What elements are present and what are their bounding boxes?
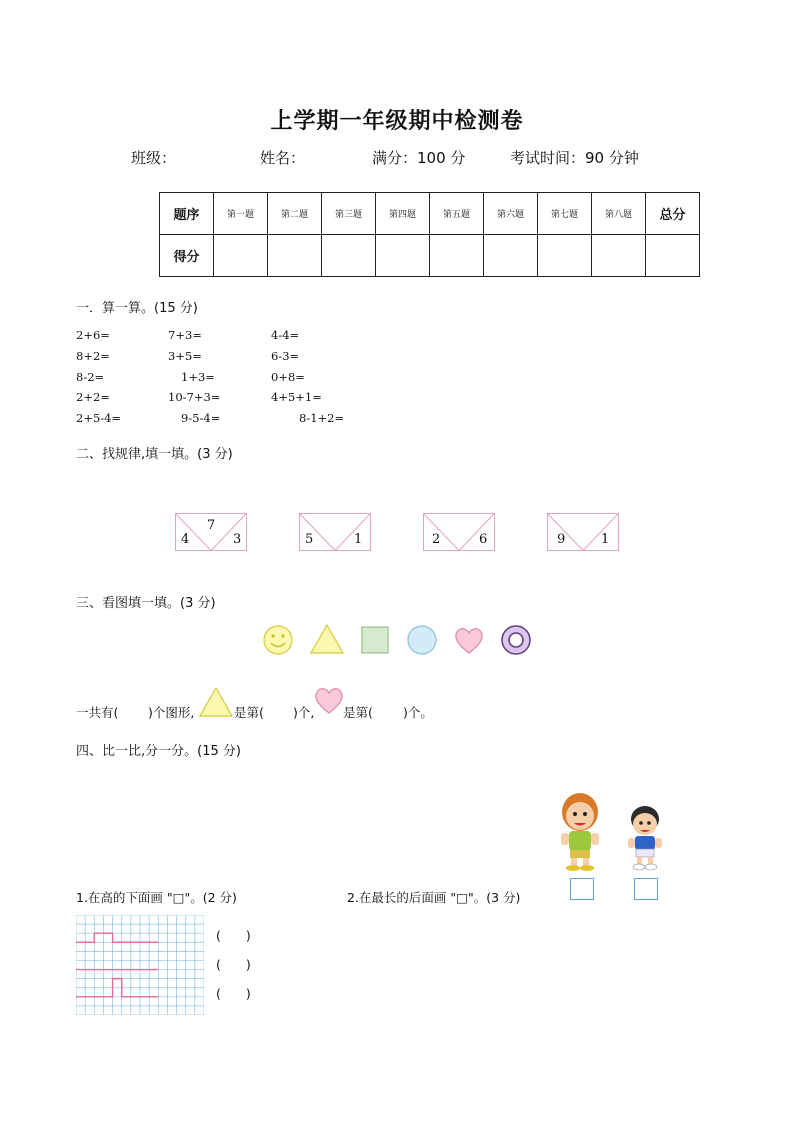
equation: 2+2=	[76, 390, 110, 404]
equation: 8-2=	[76, 370, 105, 384]
equation: 1+3=	[181, 370, 215, 384]
envelope-right-number: 1	[601, 532, 610, 547]
header-cell-q1: 第一题	[214, 193, 268, 235]
header-cell-q5: 第五题	[430, 193, 484, 235]
q3-text-part4: )个,	[293, 705, 315, 720]
envelope-2	[299, 513, 371, 555]
score-cell[interactable]	[538, 235, 592, 277]
q3-text-part1: 一共有(	[76, 705, 119, 720]
score-cell[interactable]	[376, 235, 430, 277]
equation: 10-7+3=	[168, 390, 221, 404]
header-cell-q6: 第六题	[484, 193, 538, 235]
envelope-left-number: 5	[305, 532, 314, 547]
header-cell-q2: 第二题	[268, 193, 322, 235]
header-cell-q7: 第七题	[538, 193, 592, 235]
envelope-1	[175, 513, 247, 555]
q4-1-text: 1.在高的下面画 "□"。(2 分)	[76, 890, 237, 905]
ring-icon	[500, 624, 532, 660]
score-cell[interactable]	[268, 235, 322, 277]
equation: 6-3=	[271, 349, 300, 363]
envelope-left-number: 4	[181, 532, 190, 547]
envelope-4	[547, 513, 619, 555]
envelope-right-number: 6	[479, 532, 488, 547]
heart-icon	[313, 684, 345, 720]
q3-text-part5: 是第(	[343, 705, 373, 720]
score-cell[interactable]	[646, 235, 700, 277]
boy-short-illustration	[623, 803, 667, 877]
equation: 9-5-4=	[181, 411, 221, 425]
score-row-label: 得分	[160, 235, 214, 277]
envelope-left-number: 2	[432, 532, 441, 547]
heart-icon	[453, 624, 485, 660]
equation: 2+5-4=	[76, 411, 122, 425]
section3-heading: 三、看图填一填。(3 分)	[76, 596, 216, 611]
header-cell-q3: 第三题	[322, 193, 376, 235]
full-score-label: 满分：100 分	[372, 149, 466, 167]
score-cell[interactable]	[322, 235, 376, 277]
answer-paren[interactable]: ( )	[216, 986, 251, 1001]
q3-text-part6: )个。	[403, 705, 433, 720]
equation: 3+5=	[168, 349, 202, 363]
exam-time-label: 考试时间：90 分钟	[510, 149, 639, 167]
score-cell[interactable]	[430, 235, 484, 277]
score-table-header-row	[160, 193, 700, 235]
equation: 8+2=	[76, 349, 110, 363]
envelope-3	[423, 513, 495, 555]
envelope-right-number: 3	[233, 532, 242, 547]
triangle-icon	[309, 623, 345, 659]
page-title: 上学期一年级期中检测卷	[270, 109, 524, 134]
score-cell[interactable]	[484, 235, 538, 277]
header-cell-total: 总分	[646, 193, 700, 235]
section2-heading: 二、找规律,填一填。(3 分)	[76, 447, 233, 462]
boy-tall-illustration	[555, 790, 605, 876]
envelope-top-number: 7	[207, 518, 216, 533]
header-cell-q4: 第四题	[376, 193, 430, 235]
equation: 0+8=	[271, 370, 305, 384]
section4-heading: 四、比一比,分一分。(15 分)	[76, 744, 241, 759]
q3-text-part2: )个图形,	[148, 705, 195, 720]
answer-paren[interactable]: ( )	[216, 928, 251, 943]
equation: 2+6=	[76, 328, 110, 342]
envelope-left-number: 9	[557, 532, 566, 547]
header-cell-q8: 第八题	[592, 193, 646, 235]
name-label: 姓名：	[260, 149, 306, 167]
line-grid	[76, 915, 204, 1019]
triangle-icon	[199, 687, 233, 721]
q3-text-part3: 是第(	[234, 705, 264, 720]
smiley-icon	[262, 624, 294, 660]
square-icon	[361, 626, 389, 658]
circle-icon	[406, 624, 438, 660]
score-table-score-row	[160, 235, 700, 277]
envelope-right-number: 1	[354, 532, 363, 547]
answer-box-short[interactable]	[634, 878, 658, 900]
equation: 4+5+1=	[271, 390, 322, 404]
section1-heading: 一．算一算。(15 分)	[76, 301, 198, 316]
class-label: 班级：	[131, 149, 177, 167]
comparison-line-1	[76, 933, 158, 942]
q4-2-text: 2.在最长的后面画 "□"。(3 分)	[347, 890, 521, 905]
score-cell[interactable]	[214, 235, 268, 277]
answer-paren[interactable]: ( )	[216, 957, 251, 972]
equation: 8-1+2=	[299, 411, 345, 425]
answer-box-tall[interactable]	[570, 878, 594, 900]
header-cell-order: 题序	[160, 193, 214, 235]
equation: 7+3=	[168, 328, 202, 342]
equation: 4-4=	[271, 328, 300, 342]
score-cell[interactable]	[592, 235, 646, 277]
score-table	[159, 192, 700, 277]
